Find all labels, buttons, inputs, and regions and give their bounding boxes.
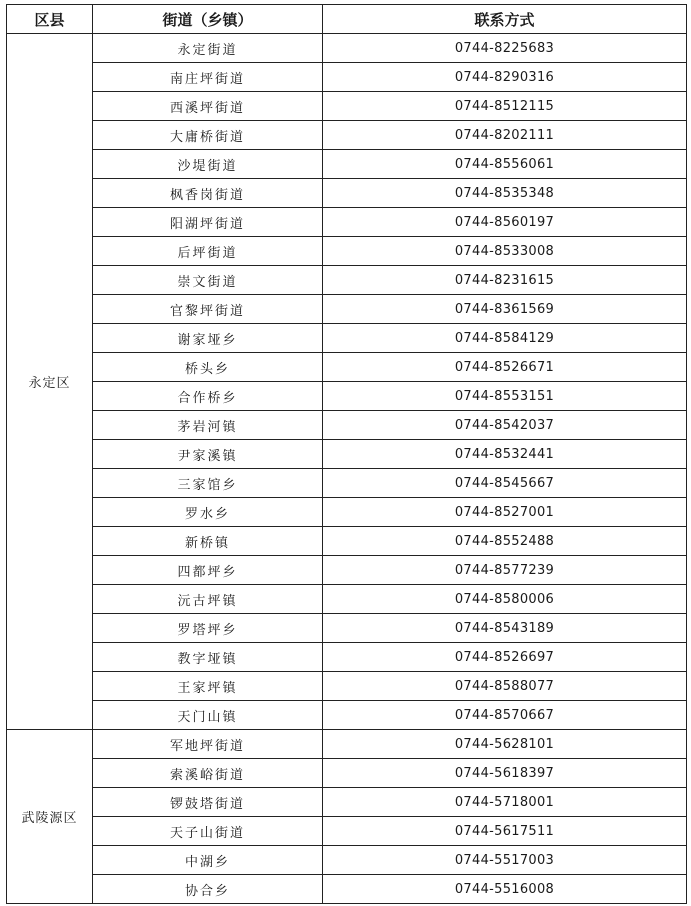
- street-cell: 新桥镇: [93, 527, 323, 556]
- phone-cell: 0744-8512115: [323, 92, 687, 121]
- phone-cell: 0744-8290316: [323, 63, 687, 92]
- table-row: [7, 469, 687, 498]
- street-cell: 锣鼓塔街道: [93, 788, 323, 817]
- phone-cell: 0744-5718001: [323, 788, 687, 817]
- table-body: [7, 34, 687, 904]
- header-district: 区县: [7, 5, 93, 34]
- table-row: [7, 237, 687, 266]
- street-cell: 永定街道: [93, 34, 323, 63]
- table-row: [7, 527, 687, 556]
- district-cell: 武陵源区: [7, 730, 93, 904]
- street-cell: 桥头乡: [93, 353, 323, 382]
- street-cell: 天子山街道: [93, 817, 323, 846]
- table-row: [7, 34, 687, 63]
- table-row: [7, 817, 687, 846]
- table-row: [7, 150, 687, 179]
- table-row: [7, 179, 687, 208]
- table-row: [7, 121, 687, 150]
- street-cell: 天门山镇: [93, 701, 323, 730]
- phone-cell: 0744-8552488: [323, 527, 687, 556]
- table-row: [7, 759, 687, 788]
- table-row: [7, 788, 687, 817]
- phone-cell: 0744-5618397: [323, 759, 687, 788]
- street-cell: 大庸桥街道: [93, 121, 323, 150]
- table-row: [7, 382, 687, 411]
- table-row: [7, 672, 687, 701]
- street-cell: 茅岩河镇: [93, 411, 323, 440]
- phone-cell: 0744-8560197: [323, 208, 687, 237]
- street-cell: 后坪街道: [93, 237, 323, 266]
- street-cell: 西溪坪街道: [93, 92, 323, 121]
- table-row: [7, 585, 687, 614]
- street-cell: 崇文街道: [93, 266, 323, 295]
- phone-cell: 0744-5517003: [323, 846, 687, 875]
- phone-cell: 0744-8588077: [323, 672, 687, 701]
- table-row: [7, 614, 687, 643]
- district-cell: 永定区: [7, 34, 93, 730]
- header-row: [7, 5, 687, 34]
- phone-cell: 0744-8361569: [323, 295, 687, 324]
- phone-cell: 0744-8535348: [323, 179, 687, 208]
- phone-cell: 0744-8570667: [323, 701, 687, 730]
- table-row: [7, 730, 687, 759]
- street-cell: 协合乡: [93, 875, 323, 904]
- phone-cell: 0744-8584129: [323, 324, 687, 353]
- street-cell: 三家馆乡: [93, 469, 323, 498]
- street-cell: 官黎坪街道: [93, 295, 323, 324]
- phone-cell: 0744-8533008: [323, 237, 687, 266]
- phone-cell: 0744-8542037: [323, 411, 687, 440]
- phone-cell: 0744-8231615: [323, 266, 687, 295]
- table-row: [7, 701, 687, 730]
- phone-cell: 0744-8545667: [323, 469, 687, 498]
- phone-cell: 0744-8225683: [323, 34, 687, 63]
- phone-cell: 0744-8577239: [323, 556, 687, 585]
- header-contact: 联系方式: [323, 5, 687, 34]
- street-cell: 谢家垭乡: [93, 324, 323, 353]
- street-cell: 四都坪乡: [93, 556, 323, 585]
- table-row: [7, 846, 687, 875]
- header-street: 街道（乡镇）: [93, 5, 323, 34]
- street-cell: 索溪峪街道: [93, 759, 323, 788]
- street-cell: 王家坪镇: [93, 672, 323, 701]
- street-cell: 沅古坪镇: [93, 585, 323, 614]
- street-cell: 尹家溪镇: [93, 440, 323, 469]
- table-row: [7, 324, 687, 353]
- phone-cell: 0744-8556061: [323, 150, 687, 179]
- phone-cell: 0744-5617511: [323, 817, 687, 846]
- street-cell: 合作桥乡: [93, 382, 323, 411]
- table-row: [7, 266, 687, 295]
- phone-cell: 0744-8526671: [323, 353, 687, 382]
- street-cell: 沙堤街道: [93, 150, 323, 179]
- phone-cell: 0744-8527001: [323, 498, 687, 527]
- table-row: [7, 63, 687, 92]
- table-row: [7, 353, 687, 382]
- street-cell: 罗塔坪乡: [93, 614, 323, 643]
- phone-cell: 0744-8526697: [323, 643, 687, 672]
- street-cell: 军地坪街道: [93, 730, 323, 759]
- phone-cell: 0744-5516008: [323, 875, 687, 904]
- table-row: [7, 440, 687, 469]
- phone-cell: 0744-5628101: [323, 730, 687, 759]
- street-cell: 教字垭镇: [93, 643, 323, 672]
- table-row: [7, 556, 687, 585]
- table-row: [7, 208, 687, 237]
- phone-cell: 0744-8543189: [323, 614, 687, 643]
- phone-cell: 0744-8580006: [323, 585, 687, 614]
- table-row: [7, 498, 687, 527]
- table-row: [7, 411, 687, 440]
- phone-cell: 0744-8202111: [323, 121, 687, 150]
- table-row: [7, 643, 687, 672]
- phone-cell: 0744-8532441: [323, 440, 687, 469]
- street-cell: 南庄坪街道: [93, 63, 323, 92]
- table-row: [7, 295, 687, 324]
- phone-cell: 0744-8553151: [323, 382, 687, 411]
- contacts-table: [6, 4, 687, 904]
- street-cell: 中湖乡: [93, 846, 323, 875]
- table-row: [7, 875, 687, 904]
- street-cell: 阳湖坪街道: [93, 208, 323, 237]
- street-cell: 罗水乡: [93, 498, 323, 527]
- street-cell: 枫香岗街道: [93, 179, 323, 208]
- table-row: [7, 92, 687, 121]
